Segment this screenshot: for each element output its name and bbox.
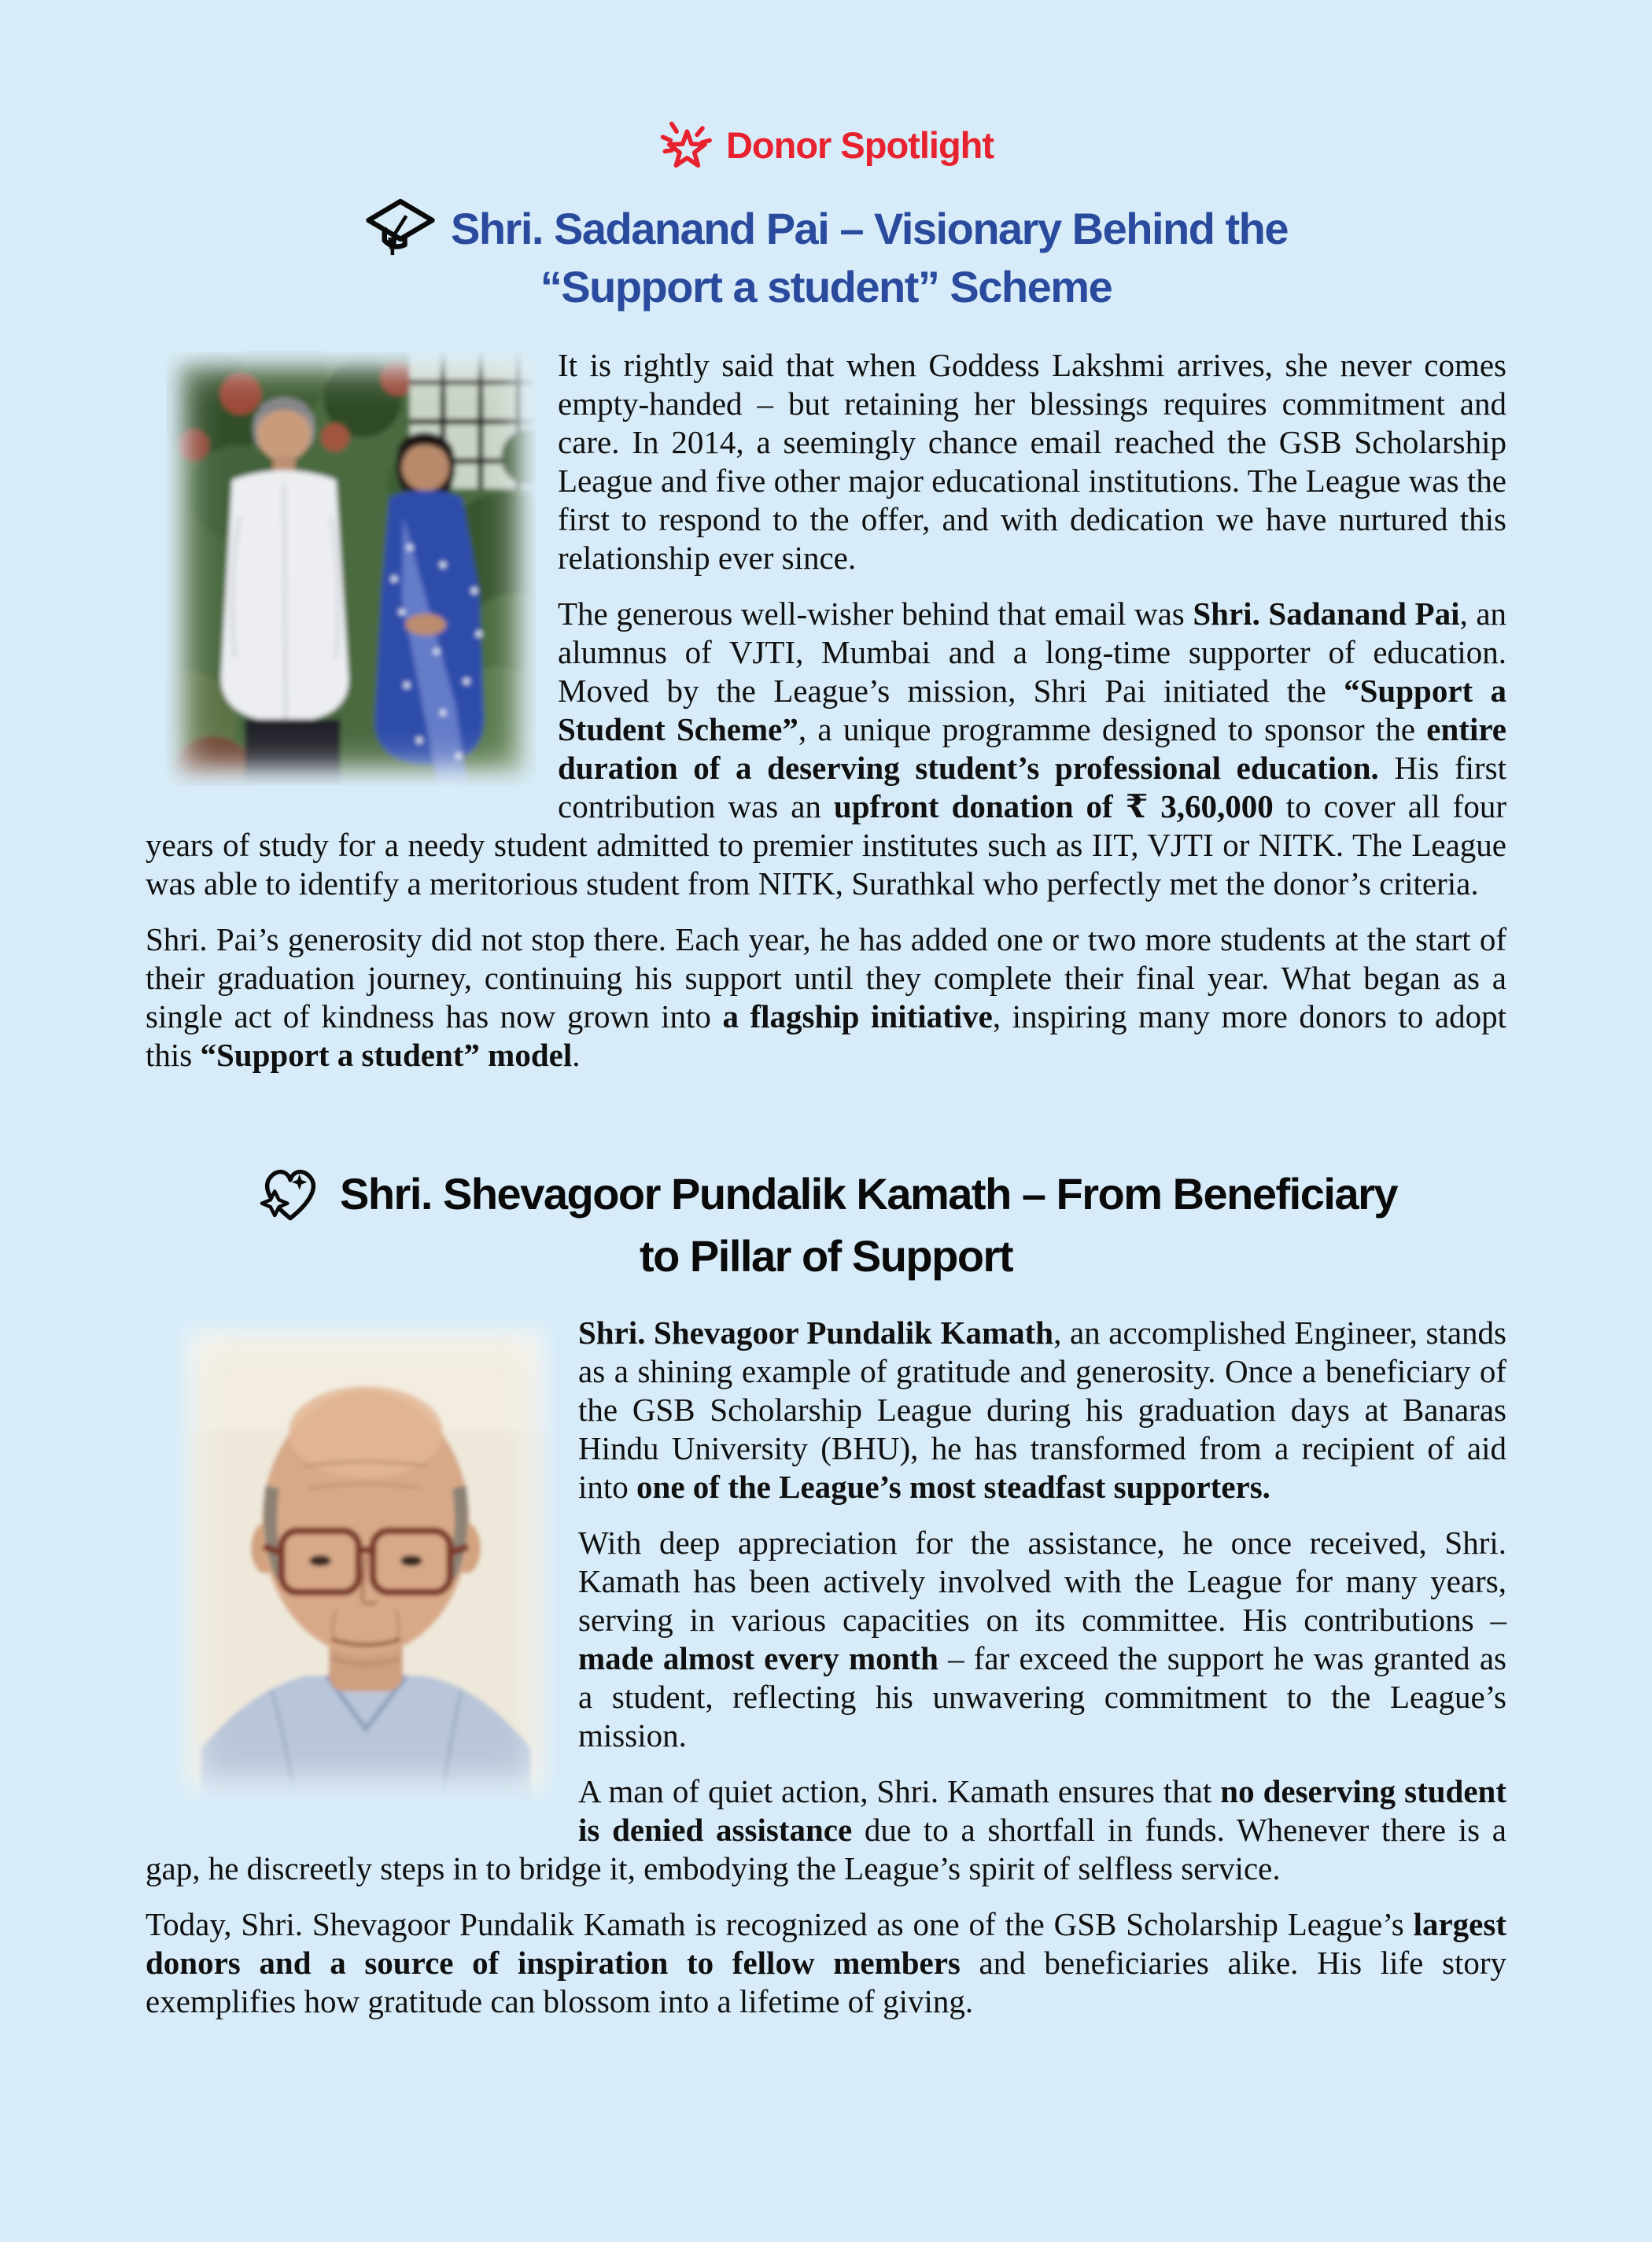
photo-pundalik-kamath-portrait <box>177 1320 555 1800</box>
section-heading-line1: Shri. Sadanand Pai – Visionary Behind the <box>451 204 1288 253</box>
page-title-label: Donor Spotlight <box>725 124 994 166</box>
section-heading-line2: to Pillar of Support <box>640 1231 1012 1281</box>
paragraph: It is rightly said that when Goddess Lakshmi arrives, she never comes empty-handed – but retaining her blessings requires commitment and care. In 2014, a seemingly chance email reached the GSB Scholarship League and five other major educational institutions. The League was the first to respond to the offer, and with dedication we have nurtured this relationship ever since. <box>558 347 1506 576</box>
section-sadanand-pai <box>146 346 1506 1092</box>
section-heading-line1: Shri. Shevagoor Pundalik Kamath – From Beneficiary <box>339 1169 1398 1219</box>
paragraph: A man of quiet action, Shri. Kamath ensures that no deserving student is denied assistance due to a shortfall in funds. Whenever there is a gap, he discreetly steps in to bridge it, embodying the League’s spirit of selfless service. <box>146 1773 1507 1886</box>
photo-sadanand-pai-couple <box>166 351 536 786</box>
graduation-cap-icon <box>364 197 437 261</box>
paragraph: With deep appreciation for the assistance, he once received, Shri. Kamath has been actively involved with the League for many years, serving in various capacities on its committee. His contributions – made almost every month – far exceed the support he was granted as a student, reflecting his unwavering commitment to the League’s mission. <box>578 1525 1506 1753</box>
section-heading-sadanand-pai <box>146 197 1506 313</box>
section-pundalik-kamath <box>146 1314 1506 2038</box>
section-heading-line2: “Support a student” Scheme <box>540 262 1112 312</box>
heart-sparkle-icon <box>255 1158 326 1230</box>
paragraph: Shri. Shevagoor Pundalik Kamath, an accomplished Engineer, stands as a shining example of gratitude and generosity. Once a beneficiary of the GSB Scholarship League during his graduation days at Banaras Hindu University (BHU), he has transformed from a recipient of aid into one of the League’s most steadfast supporters. <box>578 1315 1506 1505</box>
paragraph: Shri. Pai’s generosity did not stop there. Each year, he has added one or two more students at the start of their graduation journey, continuing his support until they complete their final year. What began as a single act of kindness has now grown into a flagship initiative, inspiring many more donors to adopt this “Support a student” model. <box>146 921 1507 1073</box>
sparkle-star-icon <box>658 116 714 173</box>
page-title <box>146 116 1506 173</box>
section-heading-pundalik-kamath <box>146 1158 1506 1282</box>
paragraph: Today, Shri. Shevagoor Pundalik Kamath is recognized as one of the GSB Scholarship League’s largest donors and a source of inspiration to fellow members and beneficiaries alike. His life story exemplifies how gratitude can blossom into a lifetime of giving. <box>146 1906 1506 2019</box>
paragraph: The generous well-wisher behind that email was Shri. Sadanand Pai, an alumnus of VJTI, Mumbai and a long-time supporter of education. Moved by the League’s mission, Shri Pai initiated the “Support a Student Scheme”, a unique programme designed to sponsor the entire duration of a deserving student’s professional education. His first contribution was an upfront donation of ₹ 3,60,000 to cover all four years of study for a needy student admitted to premier institutes such as IIT, VJTI or NITK. The League was able to identify a meritorious student from NITK, Surathkal who perfectly met the donor’s criteria. <box>146 596 1507 902</box>
